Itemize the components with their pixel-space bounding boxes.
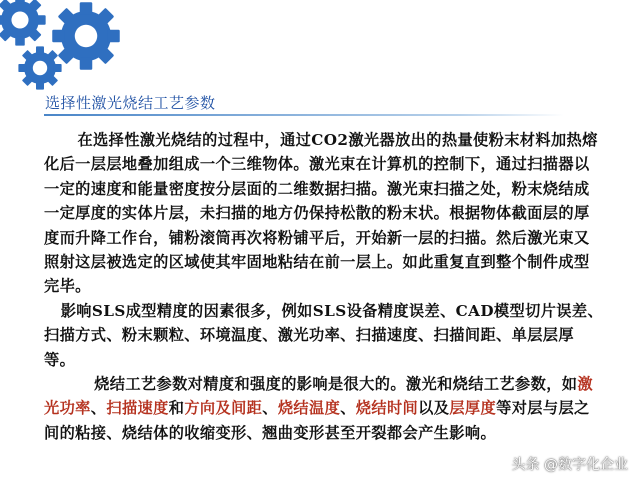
paragraph-3 — [44, 372, 604, 445]
separator: 、 — [90, 399, 107, 418]
paragraph-2 — [44, 299, 604, 372]
param-direction-spacing: 方向及间距 — [184, 399, 263, 418]
separator: 和 — [168, 399, 185, 418]
section-heading: 选择性激光烧结工艺参数 — [45, 94, 216, 112]
separator: 、 — [340, 399, 356, 418]
gear-icon — [18, 46, 61, 89]
paragraph-3-outro: 等对层与层之间的粘接、烧结体的收缩变形、翘曲变形甚至开裂都会产生影响。 — [44, 399, 590, 442]
watermark: 头条 @数字化企业 — [511, 457, 628, 473]
paragraph-2-text: 影响SLS成型精度的因素很多，例如SLS设备精度误差、CAD模型切片误差、扫描方式、粉末颗粒、环境温度、激光功率、扫描速度、扫描间距、单层层厚等。 — [44, 301, 604, 369]
param-sinter-time: 烧结时间 — [355, 399, 419, 418]
gear-icon — [0, 0, 46, 46]
body-text — [44, 128, 604, 445]
param-sinter-temp: 烧结温度 — [277, 399, 341, 418]
heading-underline — [44, 114, 564, 116]
param-laser-power: 激光功率 — [44, 375, 593, 418]
gear-icon — [52, 2, 120, 70]
param-scan-speed: 扫描速度 — [106, 399, 169, 418]
separator: 、 — [262, 399, 278, 418]
param-layer-thickness: 层厚度 — [449, 399, 497, 418]
paragraph-1 — [44, 128, 604, 299]
separator: 以及 — [418, 399, 450, 418]
gears-logo — [0, 0, 135, 100]
paragraph-3-intro: 烧结工艺参数对精度和强度的影响是很大的。激光和烧结工艺参数，如 — [94, 375, 578, 394]
paragraph-1-text: 在选择性激光烧结的过程中，通过CO2激光器放出的热量使粉末材料加热熔化后一层层地叠加组成一个三维物体。激光束在计算机的控制下，通过扫描器以一定的速度和能量密度按分层面的二维数据扫描。激光束扫描之处，粉末烧结成一定厚度的实体片层，未扫描的地方仍保持松散的粉末状。根据物体截面层的厚度而升降工作台，铺粉滚筒再次将粉铺平后，开始新一层的扫描。然后激光束又照射这层被选定的区域使其牢固地粘结在前一层上。如此重复直到整个制件成型完毕。 — [44, 131, 598, 296]
